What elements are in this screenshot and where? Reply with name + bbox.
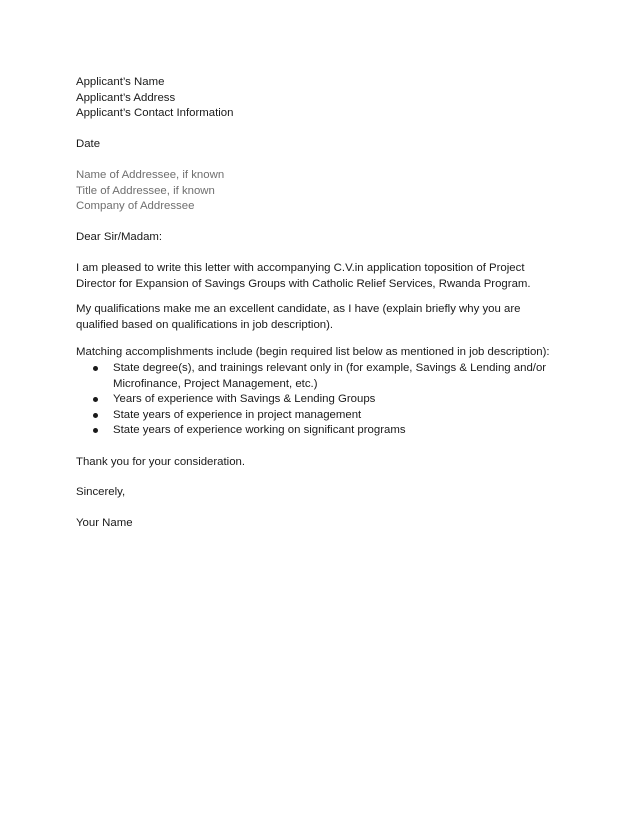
closing bbox=[76, 485, 576, 501]
bullet-icon bbox=[93, 397, 98, 402]
addressee-title: Title of Addressee, if known bbox=[76, 184, 215, 197]
bullet-icon bbox=[93, 366, 98, 371]
addressee-info bbox=[76, 168, 576, 215]
list-item-line-1: State years of experience in project management bbox=[113, 408, 362, 421]
list-item bbox=[76, 392, 596, 408]
list-item-line-1: Years of experience with Savings & Lending Groups bbox=[113, 393, 376, 406]
applicant-name: Applicant’s Name bbox=[76, 76, 165, 88]
applicant-address: Applicant’s Address bbox=[76, 91, 176, 104]
paragraph-intro bbox=[76, 261, 576, 292]
letter-date: Date bbox=[76, 138, 101, 150]
thanks-text: Thank you for your consideration. bbox=[76, 456, 246, 468]
bullet-icon bbox=[93, 413, 98, 418]
list-item bbox=[76, 423, 596, 439]
accomplishments-intro bbox=[76, 345, 576, 361]
accomplishments-list bbox=[76, 361, 596, 439]
salutation-text: Dear Sir/Madam: bbox=[76, 231, 163, 243]
accomplishments-intro-text: Matching accomplishments include (begin required list below as mentioned in job description): bbox=[76, 346, 550, 358]
addressee-name: Name of Addressee, if known bbox=[76, 169, 225, 181]
list-item bbox=[76, 408, 596, 424]
bullet-icon bbox=[93, 428, 98, 433]
paragraph-qualifications-line-1: My qualifications make me an excellent candidate, as I have (explain briefly why you are bbox=[76, 303, 521, 315]
salutation bbox=[76, 230, 576, 246]
closing-text: Sincerely, bbox=[76, 486, 126, 498]
applicant-info bbox=[76, 75, 576, 122]
paragraph-qualifications-line-2: qualified based on qualifications in job description). bbox=[76, 318, 334, 331]
date-block bbox=[76, 137, 576, 153]
paragraph-intro-line-1: I am pleased to write this letter with accompanying C.V.in application toposition of Project bbox=[76, 262, 525, 274]
thanks bbox=[76, 455, 576, 471]
addressee-company: Company of Addressee bbox=[76, 200, 195, 213]
list-item-line-2: Microfinance, Project Management, etc.) bbox=[113, 377, 318, 390]
paragraph-intro-line-2: Director for Expansion of Savings Groups with Catholic Relief Services, Rwanda Program. bbox=[76, 277, 531, 290]
list-item-line-1: State years of experience working on significant programs bbox=[113, 424, 406, 437]
list-item-line-1: State degree(s), and trainings relevant only in (for example, Savings & Lending and/or bbox=[113, 362, 547, 374]
applicant-contact: Applicant’s Contact Information bbox=[76, 107, 234, 120]
signature-text: Your Name bbox=[76, 517, 133, 529]
signature bbox=[76, 516, 576, 532]
paragraph-qualifications bbox=[76, 302, 576, 333]
list-item bbox=[76, 361, 596, 392]
